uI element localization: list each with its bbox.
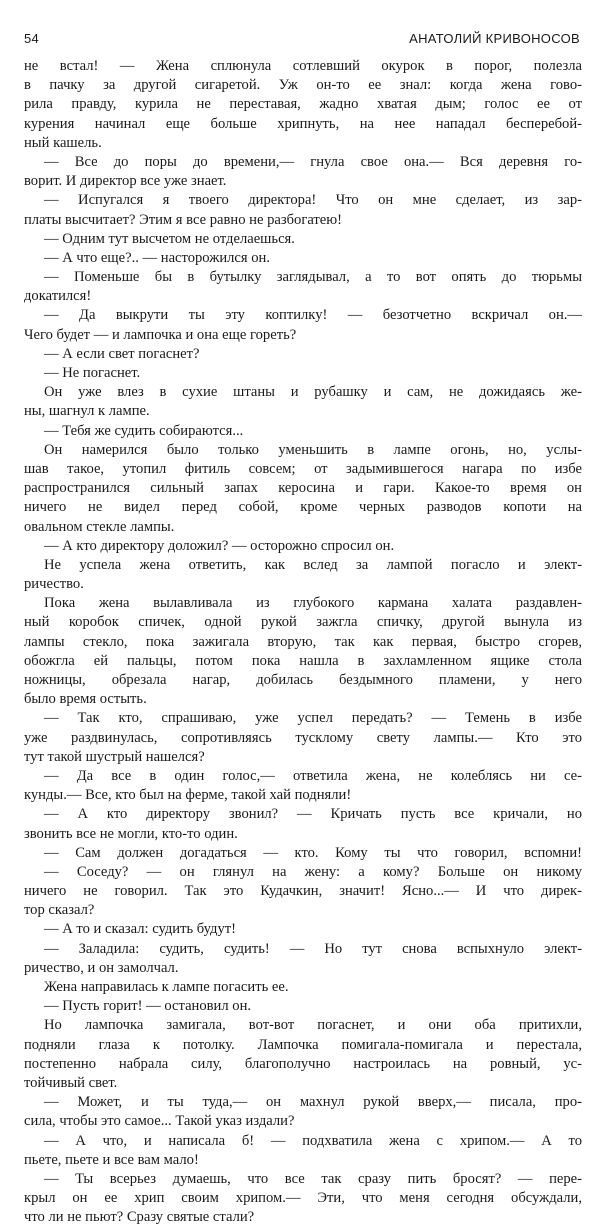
text-line: сила, чтобы это самое... Такой указ издали? [24,1113,295,1130]
text-line: пьете, пьете и все вам мало! [24,1151,199,1168]
text-line: лампы стекло, пока зажигала вторую, так как первая, быстро сгорев, [24,633,582,650]
text-line: — Заладила: судить, судить! — Но тут снова вспыхнуло элект- [44,940,582,957]
text-line: — Ты всерьез думаешь, что все так сразу пить бросят? — пере- [44,1170,582,1187]
text-line: — Одним тут высчетом не отделаешься. [44,230,295,247]
text-line: не встал! — Жена сплюнула сотлевший окурок в порог, полезла [24,58,582,74]
text-line: овальном стекле лампы. [24,518,175,535]
text-line: подняли глаза к потолку. Лампочка помигала-помигала и перестала, [24,1036,582,1053]
text-line: в пачку за другой сигаретой. Уж он-то ее знал: когда жена гово- [24,77,582,94]
text-line: — Все до поры до времени,— гнула свое она.— Вся деревня го- [44,153,582,170]
text-line: крыл он ее хрип своим хрипом.— Эти, что меня сегодня обсуждали, [24,1190,582,1207]
text-line: уже раздвинулась, сопротивляясь тусклому свету лампы.— Кто это [24,729,582,746]
text-line: — Да выкрути ты эту коптилку! — безотчетно вскричал он.— [44,307,582,324]
text-line: — А что еще?.. — насторожился он. [44,249,271,266]
text-line: постепенно набрала силу, благополучно настроилась на ровный, ус- [24,1055,582,1072]
text-line: было время остыть. [24,691,147,708]
text-line: Пока жена вылавливала из глубокого кармана халата раздавлен- [44,595,582,612]
text-line: что ли не пьют? Сразу святые стали? [24,1209,255,1226]
text-line: шав такое, утопил фитиль совсем; от задымившегося нагара по избе [24,460,582,477]
text-line: Он уже влез в сухие штаны и рубашку и сам, не дожидаясь же- [44,384,582,401]
text-line: докатился! [24,288,92,305]
text-line: тут такой шустрый нашелся? [24,748,205,765]
page-header [24,31,580,49]
text-line: — А кто директору звонил? — Кричать пусть все кричали, но [44,806,582,823]
text-line: Не успела жена ответить, как вслед за лампой погасло и элект- [44,556,582,573]
text-line: — А то и сказал: судить будут! [44,921,236,938]
text-line: — Не погаснет. [44,365,141,381]
text-line: — Пусть горит! — остановил он. [44,998,252,1015]
text-line: — А что, и написала б! — подхватила жена с хрипом.— А то [44,1132,582,1149]
text-line: — Тебя же судить собираются... [44,422,244,439]
text-line: Чего будет — и лампочка и она еще гореть? [24,326,297,343]
text-line: ный кашель. [24,134,102,151]
text-line: ный коробок спичек, одной рукой зажгла спичку, другой вынула из [24,614,582,631]
text-line: ричество, и он замолчал. [24,959,179,976]
text-line: распространился сильный запах керосина и гари. Какое-то время он [24,480,582,497]
text-line: — Испугался я твоего директора! Что он мне сделает, из зар- [44,192,582,209]
page-number: 54 [24,31,40,46]
text-line: тойчивый свет. [24,1074,118,1091]
text-line: ворит. И директор все уже знает. [24,173,227,190]
text-line: ничего не видел перед собой, кроме черных разводов копоти на [24,499,582,516]
text-line: тор сказал? [24,902,95,919]
text-line: — Сам должен догадаться — кто. Кому ты что говорил, вспомни! [44,844,582,861]
text-line: Жена направилась к лампе погасить ее. [44,979,289,995]
text-line: ножницы, обрезала нагар, добилась бездымного пламени, у него [24,672,582,688]
text-line: кунды.— Все, кто был на ферме, такой хай подняли! [24,787,352,804]
text-line: платы высчитает? Этим я все равно не разбогатею! [24,211,343,228]
text-line: — Так кто, спрашиваю, уже успел передать? — Темень в избе [44,710,582,727]
text-line: — Да все в один голос,— ответила жена, не колеблясь ни се- [44,767,582,784]
text-line: ны, шагнул к лампе. [24,403,150,420]
text-line: — Поменьше бы в бутылку заглядывал, а то вот опять до тюрьмы [44,269,582,286]
text-line: — А если свет погаснет? [44,345,200,362]
text-line: курения начинал еще больше хрипнуть, на нее нападал бесперебой- [24,115,582,132]
body-text [24,57,582,1227]
text-line: ничего не говорил. Так это Кудачкин, значит! Ясно...— И что дирек- [24,883,582,900]
text-line: рила правду, курила не переставая, жадно хватая дым; голос ее от [24,96,582,113]
text-line: обожгла ей пальцы, потом пока нашла в захламленном ящике стола [24,652,582,669]
text-line: — А кто директору доложил? — осторожно спросил он. [44,537,395,554]
running-head-author: АНАТОЛИЙ КРИВОНОСОВ [409,31,580,46]
text-line: — Может, и ты туда,— он махнул рукой вверх,— писала, про- [44,1094,582,1111]
text-line: ричество. [24,576,84,593]
text-line: — Соседу? — он глянул на жену: а кому? Больше он никому [44,863,582,880]
text-line: Он намерился было только уменьшить в лампе огонь, но, услы- [44,441,582,458]
text-line: Но лампочка замигала, вот-вот погаснет, и они оба притихли, [44,1017,582,1034]
text-line: звонить все не могли, кто-то один. [24,825,238,842]
